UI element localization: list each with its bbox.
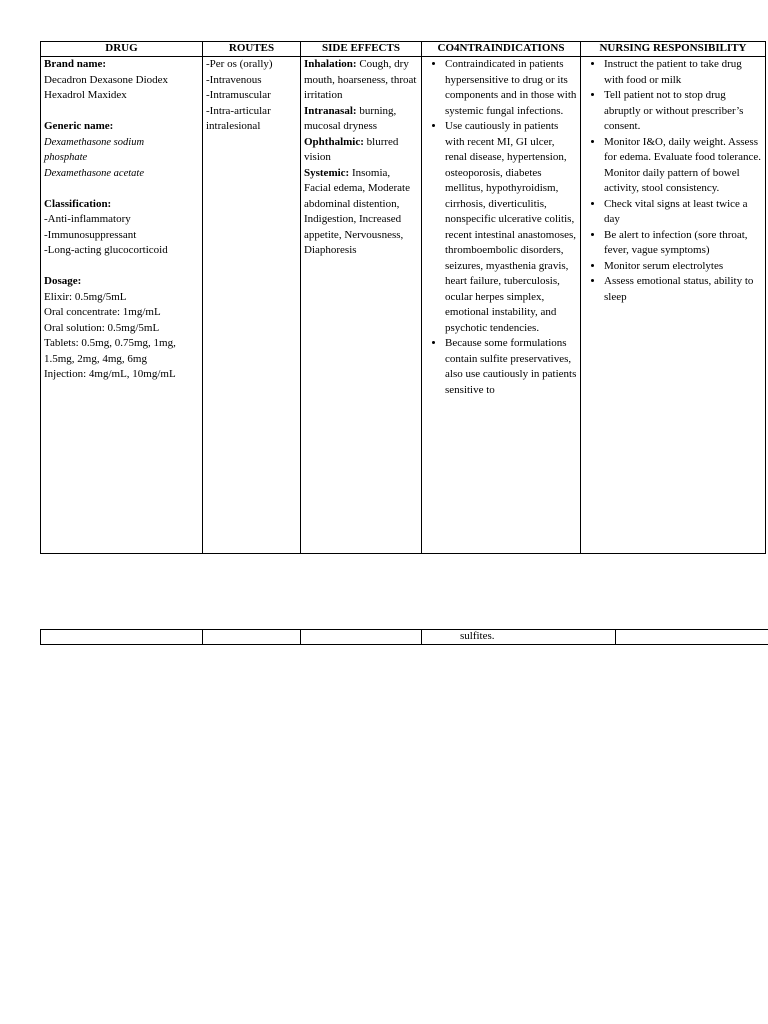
continuation-drug-cell [41,630,203,645]
header-routes: ROUTES [203,42,301,57]
header-contraindications: CO4NTRAINDICATIONS [422,42,581,57]
list-item: • Check vital signs at least twice a day [604,197,762,228]
continuation-table [40,629,768,645]
header-drug: DRUG [41,42,203,57]
route-line: -Intravenous [206,73,262,86]
list-item: • Monitor serum electrolytes [604,259,762,275]
table-row [41,630,768,645]
list-item: • Assess emotional status, ability to sleep [604,274,762,305]
generic-name-label: Generic name: [44,120,114,132]
header-nursing-responsibility: NURSING RESPONSIBILITY [581,42,766,57]
side-effect-systemic [304,166,418,259]
side-effect-intranasal [304,104,418,135]
classification-line: -Immunosuppressant [44,228,137,241]
list-item: • Contraindicated in patients hypersensitive to drug or its components and in those with systemic fungal infections. [445,57,577,119]
list-item: • Be alert to infection (sore throat, fever, vague symptoms) [604,228,762,259]
list-item: • Instruct the patient to take drug with food or milk [604,57,762,88]
list-item: • Tell patient not to stop drug abruptly or without prescriber’s consent. [604,88,762,135]
dosage-line: Oral concentrate: 1mg/mL [44,306,161,318]
routes-cell [203,57,301,554]
dosage-line: Injection: 4mg/mL, 10mg/mL [44,368,176,380]
side-effect-label: Inhalation: [304,58,357,70]
side-effects-cell [301,57,422,554]
side-effect-inhalation [304,57,418,104]
nursing-list [584,57,762,305]
dosage-line: 1.5mg, 2mg, 4mg, 6mg [44,352,147,365]
continuation-nursing-cell [616,630,768,645]
generic-name-line: Dexamethasone sodium [44,136,145,148]
dosage-line: Elixir: 0.5mg/5mL [44,290,127,303]
brand-name-line: Hexadrol Maxidex [44,89,127,101]
dosage-label: Dosage: [44,275,82,287]
side-effect-text: burning, mucosal dryness [304,104,397,132]
nursing-responsibility-cell [581,57,766,554]
classification-line: -Anti-inflammatory [44,213,131,225]
side-effect-text: Insomia, Facial edema, Moderate abdominal distention, Indigestion, Increased appetite, Nervousness, Diaphoresis [304,166,410,256]
brand-name-line: Decadron Dexasone Diodex [44,73,169,86]
drug-cell [41,57,203,554]
side-effect-text: Cough, dry mouth, hoarseness, throat irritation [304,58,417,101]
drug-study-table [40,41,766,554]
generic-name-line: phosphate [44,152,88,163]
route-line: -Intra-articular [206,104,271,117]
side-effect-label: Ophthalmic: [304,135,364,148]
contraindications-list [425,57,577,398]
route-line: -Per os (orally) [206,58,273,70]
dosage-line: Tablets: 0.5mg, 0.75mg, 1mg, [44,337,176,349]
route-line: intralesional [206,120,261,132]
header-row [41,42,766,57]
side-effect-ophthalmic [304,135,418,166]
continuation-side-effects-cell [301,630,422,645]
side-effect-label: Systemic: [304,166,350,179]
generic-name-line: Dexamethasone acetate [44,167,145,179]
classification-line: -Long-acting glucocorticoid [44,244,168,256]
list-item: • Monitor I&O, daily weight. Assess for edema. Evaluate food tolerance. Monitor daily pattern of bowel activity, stool consistency. [604,135,762,197]
table-row [41,57,766,554]
classification-label: Classification: [44,197,112,210]
header-side-effects: SIDE EFFECTS [301,42,422,57]
side-effect-text: blurred vision [304,135,399,163]
continuation-routes-cell [203,630,301,645]
dosage-line: Oral solution: 0.5mg/5mL [44,321,160,334]
brand-name-label: Brand name: [44,58,107,70]
route-line: -Intramuscular [206,89,271,101]
contraindications-continued-text: sulfites. [460,630,495,642]
contraindications-cell [422,57,581,554]
list-item: • Use cautiously in patients with recent MI, GI ulcer, renal disease, hypertension, osteoporosis, diabetes mellitus, hypothyroidism, cirrhosis, diverticulitis, nonspecific ulcerative colitis, recent intestinal anastomoses, thromboembolic disorders, seizures, myasthenia gravis, heart failure, tuberculosis, ocular herpes simplex, emotional instability, and psychotic tendencies. [445,119,577,336]
side-effect-label: Intranasal: [304,104,357,117]
list-item: • Because some formulations contain sulfite preservatives, also use cautiously in patients sensitive to [445,336,577,398]
continuation-contraindications-cell [422,630,616,645]
